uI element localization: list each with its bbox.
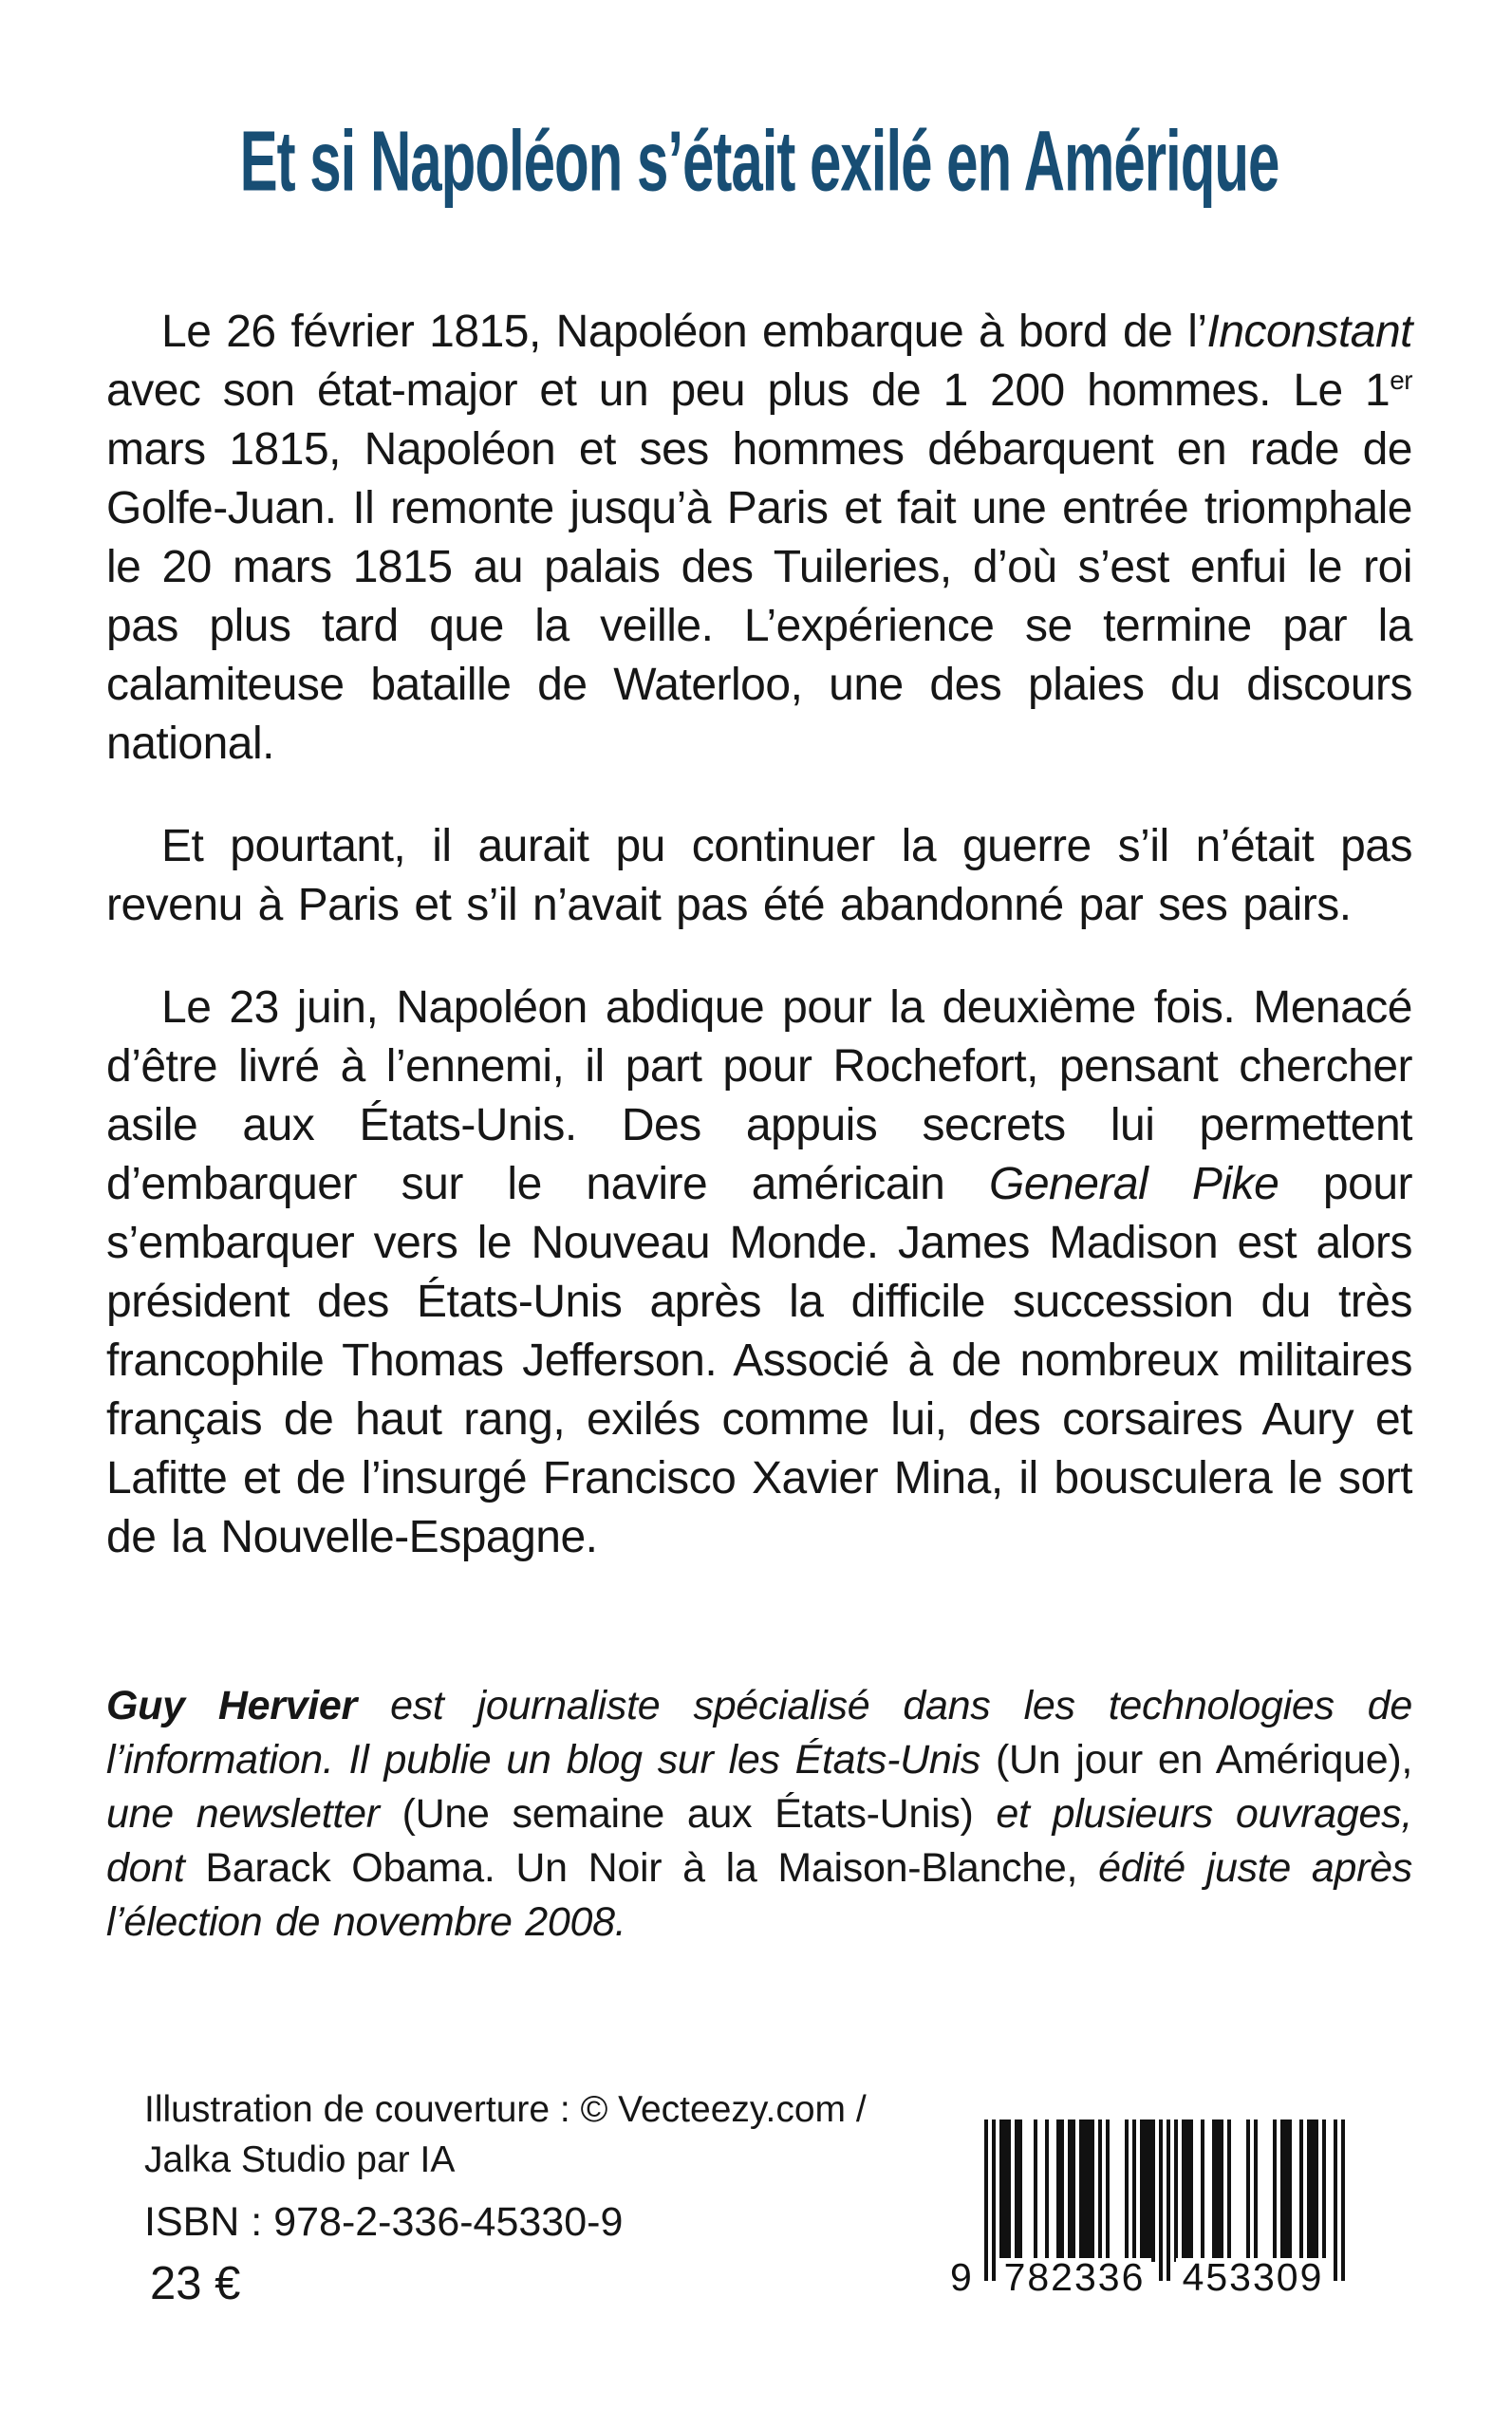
synopsis-paragraph-2: Et pourtant, il aurait pu continuer la guerre s’il n’était pas revenu à Paris et s’il n’avait pas été abandonné par ses pairs.: [106, 821, 1412, 930]
barcode-digits-left: 782336: [998, 2258, 1151, 2297]
barcode-digits-right: 453309: [1176, 2258, 1330, 2297]
synopsis-paragraph-3: Le 23 juin, Napoléon abdique pour la deuxième fois. Menacé d’être livré à l’ennemi, il part pour Rochefort, pensant chercher asile aux États-Unis. Des appuis secrets lui permettent d’embarquer sur le navire américain General Pike pour s’embarquer vers le Nouveau Monde. James Madison est alors président des États-Unis après la difficile succession du très francophile Thomas Jefferson. Associé à de nombreux militaires français de haut rang, exilés comme lui, des corsaires Aury et Lafitte et de l’insurgé Francisco Xavier Mina, il bousculera le sort de la Nouvelle-Espagne.: [106, 982, 1413, 1562]
barcode-module: [1341, 2120, 1345, 2281]
book-title: Et si Napoléon s’était exilé en Amérique: [239, 113, 1279, 209]
price-text: 23 €: [150, 2258, 241, 2309]
cover-content: [106, 112, 1412, 1950]
barcode: [950, 2120, 1345, 2299]
illustration-credit-line2: Jalka Studio par IA: [144, 2139, 456, 2180]
author-bio: Guy Hervier est journaliste spécialisé dans les technologies de l’information. Il publie un blog sur les États-Unis (Un jour en Amérique), une newsletter (Une semaine aux États-Unis) et plusieurs ouvrages, dont Barack Obama. Un Noir à la Maison-Blanche, édité juste après l’élection de novembre 2008.: [106, 1683, 1413, 1945]
synopsis-paragraph-1: Le 26 février 1815, Napoléon embarque à bord de l’Inconstant avec son état-major et un peu plus de 1 200 hommes. Le 1er mars 1815, Napoléon et ses hommes débarquent en rade de Golfe-Juan. Il remonte jusqu’à Paris et fait une entrée triomphale le 20 mars 1815 au palais des Tuileries, d’où s’est enfui le roi pas plus tard que la veille. L’expérience se termine par la calamiteuse bataille de Waterloo, une des plaies du discours national.: [106, 307, 1412, 769]
illustration-credit-line1: Illustration de couverture : © Vecteezy.com /: [144, 2089, 867, 2130]
isbn-text: ISBN : 978-2-336-45330-9: [144, 2199, 624, 2245]
illustration-credit: [144, 2084, 867, 2185]
synopsis: [106, 303, 1412, 1567]
barcode-digit-first: 9: [950, 2255, 972, 2299]
